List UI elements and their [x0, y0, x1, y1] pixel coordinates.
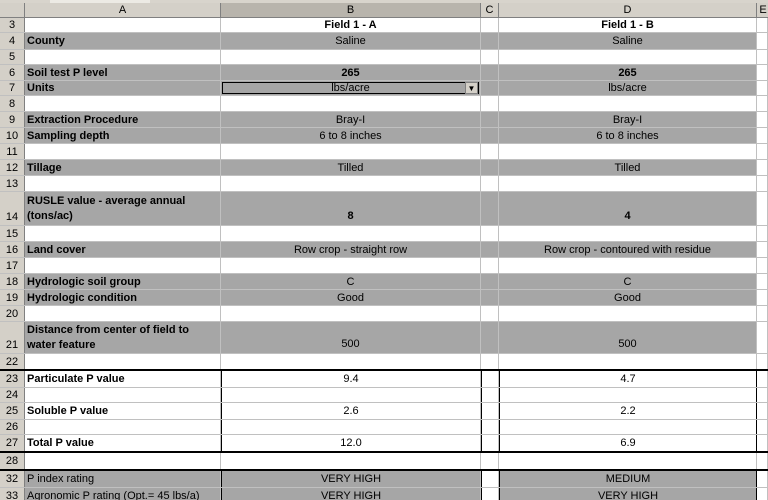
cell-b[interactable] [221, 453, 481, 469]
label-cell[interactable]: P index rating [25, 471, 221, 487]
cell-b[interactable] [221, 176, 481, 191]
table-row [0, 354, 768, 371]
value-cell-d[interactable]: Row crop - contoured with residue [499, 242, 757, 257]
cell-d[interactable] [499, 50, 757, 64]
cell-d[interactable] [499, 306, 757, 321]
row-header[interactable]: 25 [0, 403, 25, 419]
label-cell[interactable]: Hydrologic soil group [25, 274, 221, 289]
p-index-rating-b[interactable]: VERY HIGH [221, 471, 481, 487]
value-cell-d[interactable]: lbs/acre [499, 81, 757, 95]
cell-b[interactable] [221, 50, 481, 64]
value-cell-d[interactable]: Tilled [499, 160, 757, 175]
column-header-d[interactable]: D [499, 3, 757, 18]
cell-e[interactable] [757, 176, 768, 191]
select-all-corner[interactable] [0, 3, 25, 18]
row-header[interactable]: 33 [0, 488, 25, 500]
cell-e[interactable] [757, 435, 768, 451]
table-row [0, 128, 768, 144]
table-row [0, 453, 768, 471]
cell-c[interactable] [481, 290, 499, 305]
cell-e[interactable] [757, 471, 768, 487]
cell-c[interactable] [481, 354, 499, 369]
row-header[interactable]: 6 [0, 65, 25, 80]
cell-e[interactable] [757, 81, 768, 95]
cell-a[interactable] [25, 226, 221, 241]
selected-cell-border [222, 82, 479, 94]
cell-c[interactable] [481, 144, 499, 159]
value-cell-d[interactable]: 265 [499, 65, 757, 80]
value-cell-d[interactable]: 4 [499, 192, 757, 225]
cell-c[interactable] [481, 50, 499, 64]
cell-a[interactable] [25, 453, 221, 469]
row-header[interactable]: 4 [0, 33, 25, 49]
cell-c[interactable] [481, 242, 499, 257]
value-cell-b[interactable]: C [221, 274, 481, 289]
table-row [0, 18, 768, 33]
cell-d[interactable] [499, 354, 757, 369]
table-row [0, 435, 768, 453]
agronomic-rating-d[interactable]: VERY HIGH [499, 488, 757, 500]
row-header[interactable]: 5 [0, 50, 25, 64]
cell-c[interactable] [481, 81, 499, 95]
row-header[interactable]: 11 [0, 144, 25, 159]
row-header[interactable]: 12 [0, 160, 25, 175]
value-cell-b[interactable]: Tilled [221, 160, 481, 175]
cell-c[interactable] [481, 453, 499, 469]
value-cell-d[interactable]: 4.7 [499, 371, 757, 387]
label-cell[interactable]: Land cover [25, 242, 221, 257]
value-cell-b[interactable]: 500 [221, 322, 481, 353]
cell-d[interactable] [499, 258, 757, 273]
row-header[interactable]: 10 [0, 128, 25, 143]
cell-d[interactable] [499, 176, 757, 191]
cell-b[interactable] [221, 258, 481, 273]
cell-c[interactable] [481, 176, 499, 191]
cell-e[interactable] [757, 403, 768, 419]
label-cell[interactable]: RUSLE value - average annual (tons/ac) [25, 192, 221, 225]
label-cell[interactable]: Particulate P value [25, 371, 221, 387]
cell-e[interactable] [757, 33, 768, 49]
table-row [0, 81, 768, 96]
units-value: lbs/acre [331, 82, 370, 94]
cell-e[interactable] [757, 322, 768, 353]
p-index-rating-d[interactable]: MEDIUM [499, 471, 757, 487]
row-header[interactable]: 26 [0, 420, 25, 434]
cell-e[interactable] [757, 18, 768, 32]
row-header[interactable]: 18 [0, 274, 25, 289]
cell-c[interactable] [481, 18, 499, 32]
table-row [0, 290, 768, 306]
table-row [0, 144, 768, 160]
cell-a[interactable] [25, 354, 221, 369]
cell-d[interactable] [499, 388, 757, 402]
row-header[interactable]: 3 [0, 18, 25, 32]
table-row [0, 471, 768, 488]
cell-c[interactable] [481, 128, 499, 143]
field-1b-header[interactable]: Field 1 - B [499, 18, 757, 32]
cell-d[interactable] [499, 453, 757, 469]
cell-e[interactable] [757, 144, 768, 159]
agronomic-rating-b[interactable]: VERY HIGH [221, 488, 481, 500]
row-header[interactable]: 21 [0, 322, 25, 353]
cell-b[interactable] [221, 420, 481, 434]
cell-a[interactable] [25, 96, 221, 111]
row-header[interactable]: 23 [0, 371, 25, 387]
row-header[interactable]: 32 [0, 471, 25, 487]
table-row [0, 488, 768, 500]
row-header[interactable]: 24 [0, 388, 25, 402]
label-cell[interactable]: Tillage [25, 160, 221, 175]
value-cell-b[interactable]: Row crop - straight row [221, 242, 481, 257]
table-row [0, 50, 768, 65]
value-cell-d[interactable]: C [499, 274, 757, 289]
column-headers [0, 3, 768, 18]
cell-d[interactable] [499, 96, 757, 111]
cell-e[interactable] [757, 112, 768, 127]
value-cell-b[interactable]: 265 [221, 65, 481, 80]
table-row [0, 371, 768, 388]
cell-e[interactable] [757, 65, 768, 80]
cell-b[interactable] [221, 354, 481, 369]
cell-c[interactable] [481, 226, 499, 241]
table-row [0, 306, 768, 322]
value-cell-b[interactable]: 12.0 [221, 435, 481, 451]
cell-e[interactable] [757, 420, 768, 434]
cell-e[interactable] [757, 50, 768, 64]
table-row [0, 388, 768, 403]
row-header[interactable]: 8 [0, 96, 25, 111]
chevron-down-icon[interactable]: ▼ [465, 82, 478, 94]
cell-e[interactable] [757, 488, 768, 500]
cell-a[interactable] [25, 50, 221, 64]
cell-c[interactable] [481, 488, 499, 500]
cell-b[interactable] [221, 226, 481, 241]
cell-e[interactable] [757, 371, 768, 387]
cell-a[interactable] [25, 258, 221, 273]
cell-b[interactable] [221, 306, 481, 321]
label-cell[interactable]: Total P value [25, 435, 221, 451]
table-row [0, 65, 768, 81]
label-cell[interactable]: Hydrologic condition [25, 290, 221, 305]
row-header[interactable]: 13 [0, 176, 25, 191]
table-row [0, 112, 768, 128]
cell-a[interactable] [25, 388, 221, 402]
cell-c[interactable] [481, 33, 499, 49]
cell-c[interactable] [481, 371, 499, 387]
row-header[interactable]: 22 [0, 354, 25, 369]
table-row [0, 322, 768, 354]
cell-a[interactable] [25, 176, 221, 191]
table-row [0, 420, 768, 435]
label-cell[interactable]: Agronomic P rating (Opt.= 45 lbs/a) [25, 488, 221, 500]
cell-d[interactable] [499, 420, 757, 434]
value-cell-b[interactable]: Good [221, 290, 481, 305]
value-cell-d[interactable]: 6.9 [499, 435, 757, 451]
cell-b[interactable] [221, 96, 481, 111]
label-cell[interactable]: Soluble P value [25, 403, 221, 419]
grid [0, 18, 768, 500]
label-cell[interactable]: Soil test P level [25, 65, 221, 80]
row-header[interactable]: 9 [0, 112, 25, 127]
cell-e[interactable] [757, 290, 768, 305]
cell-e[interactable] [757, 96, 768, 111]
field-1a-header[interactable]: Field 1 - A [221, 18, 481, 32]
value-cell-b[interactable]: 6 to 8 inches [221, 128, 481, 143]
value-cell-d[interactable]: 500 [499, 322, 757, 353]
cell-e[interactable] [757, 354, 768, 369]
cell-c[interactable] [481, 388, 499, 402]
cell-c[interactable] [481, 322, 499, 353]
table-row [0, 33, 768, 50]
cell-e[interactable] [757, 306, 768, 321]
row-header[interactable]: 19 [0, 290, 25, 305]
row-header[interactable]: 7 [0, 81, 25, 95]
cell-d[interactable] [499, 144, 757, 159]
value-cell-b[interactable]: 9.4 [221, 371, 481, 387]
cell-b[interactable] [221, 144, 481, 159]
table-row [0, 242, 768, 258]
cell-e[interactable] [757, 192, 768, 225]
value-cell-b[interactable]: Bray-I [221, 112, 481, 127]
cell-e[interactable] [757, 242, 768, 257]
cell-e[interactable] [757, 160, 768, 175]
table-row [0, 192, 768, 226]
table-row [0, 96, 768, 112]
cell-a[interactable] [25, 18, 221, 32]
value-cell-d[interactable]: Bray-I [499, 112, 757, 127]
row-header[interactable]: 20 [0, 306, 25, 321]
cell-b[interactable] [221, 388, 481, 402]
row-header[interactable]: 16 [0, 242, 25, 257]
cell-a[interactable] [25, 144, 221, 159]
column-header-c[interactable]: C [481, 3, 499, 18]
value-cell-b[interactable]: 2.6 [221, 403, 481, 419]
label-cell[interactable]: Distance from center of field to water feature [25, 322, 221, 353]
cell-e[interactable] [757, 226, 768, 241]
value-cell-b[interactable]: 8 [221, 192, 481, 225]
column-header-e[interactable]: E [757, 3, 768, 18]
row-header[interactable]: 28 [0, 453, 25, 469]
units-dropdown[interactable] [221, 81, 481, 95]
cell-c[interactable] [481, 160, 499, 175]
cell-c[interactable] [481, 258, 499, 273]
cell-c[interactable] [481, 112, 499, 127]
cell-e[interactable] [757, 388, 768, 402]
cell-e[interactable] [757, 453, 768, 469]
table-row [0, 403, 768, 420]
value-cell-d[interactable]: Good [499, 290, 757, 305]
value-cell-d[interactable]: 2.2 [499, 403, 757, 419]
row-header[interactable]: 15 [0, 226, 25, 241]
value-cell-d[interactable]: 6 to 8 inches [499, 128, 757, 143]
label-cell[interactable]: Sampling depth [25, 128, 221, 143]
value-cell-b[interactable]: Saline [221, 33, 481, 49]
cell-c[interactable] [481, 96, 499, 111]
table-row [0, 274, 768, 290]
cell-c[interactable] [481, 403, 499, 419]
table-row [0, 226, 768, 242]
cell-a[interactable] [25, 420, 221, 434]
table-row [0, 176, 768, 192]
cell-e[interactable] [757, 274, 768, 289]
cell-c[interactable] [481, 435, 499, 451]
column-header-b[interactable]: B [221, 3, 481, 18]
cell-c[interactable] [481, 471, 499, 487]
table-row [0, 258, 768, 274]
cell-c[interactable] [481, 65, 499, 80]
cell-e[interactable] [757, 258, 768, 273]
row-header[interactable]: 27 [0, 435, 25, 451]
cell-c[interactable] [481, 192, 499, 225]
label-cell[interactable]: Units [25, 81, 221, 95]
value-cell-d[interactable]: Saline [499, 33, 757, 49]
cell-e[interactable] [757, 128, 768, 143]
cell-c[interactable] [481, 274, 499, 289]
row-header[interactable]: 14 [0, 192, 25, 225]
label-cell[interactable]: County [25, 33, 221, 49]
label-cell[interactable]: Extraction Procedure [25, 112, 221, 127]
table-row [0, 160, 768, 176]
cell-d[interactable] [499, 226, 757, 241]
cell-c[interactable] [481, 420, 499, 434]
row-header[interactable]: 17 [0, 258, 25, 273]
column-header-a[interactable]: A [25, 3, 221, 18]
cell-c[interactable] [481, 306, 499, 321]
cell-a[interactable] [25, 306, 221, 321]
